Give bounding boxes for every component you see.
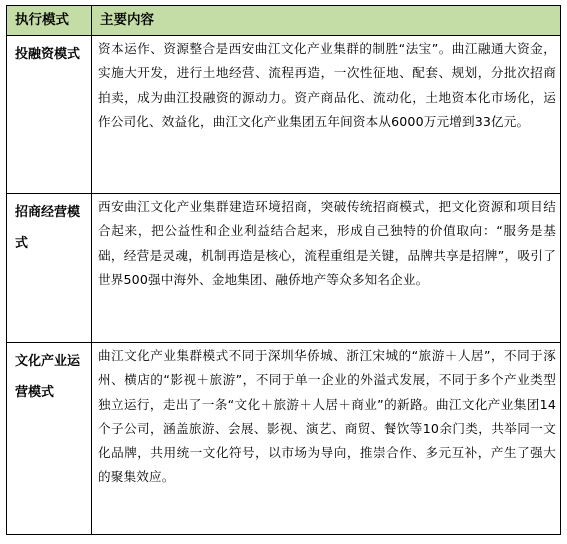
table-row: [7, 343, 561, 535]
mode-name-cell: 文化产业运营模式: [7, 343, 92, 535]
mode-content-cell: 曲江文化产业集群模式不同于深圳华侨城、浙江宋城的“旅游＋人居”，不同于涿州、横店的“影视＋旅游”，不同于单一企业的外溢式发展，不同于多个产业类型独立运行，走出了一条“文化＋旅游＋人居＋商业”的新路。曲江文化产业集团14个子公司，涵盖旅游、会展、影视、演艺、商贸、餐饮等10余门类，共举同一文化品牌，共用统一文化符号，以市场为导向，推崇合作、多元互补，产生了强大的聚集效应。: [92, 343, 561, 535]
mode-name-cell: 投融资模式: [7, 36, 92, 194]
header-execution-mode: 执行模式: [7, 6, 92, 36]
execution-mode-table: [6, 5, 561, 535]
table-row: [7, 194, 561, 343]
table-row: [7, 36, 561, 194]
table-header-row: [7, 6, 561, 36]
header-main-content: 主要内容: [92, 6, 561, 36]
mode-name-cell: 招商经营模式: [7, 194, 92, 343]
mode-content-cell: 资本运作、资源整合是西安曲江文化产业集群的制胜“法宝”。曲江融通大资金，实施大开发，进行土地经营、流程再造，一次性征地、配套、规划，分批次招商拍卖，成为曲江投融资的源动力。资产商品化、流动化，土地资本化市场化，运作公司化、效益化，曲江文化产业集团五年间资本从6000万元增到33亿元。: [92, 36, 561, 194]
mode-content-cell: 西安曲江文化产业集群建造环境招商，突破传统招商模式，把文化资源和项目结合起来，把公益性和企业利益结合起来，形成自己独特的价值取向：“服务是基础，经营是灵魂，机制再造是核心，流程重组是关键，品牌共享是招牌”，吸引了世界500强中海外、金地集团、融侨地产等众多知名企业。: [92, 194, 561, 343]
